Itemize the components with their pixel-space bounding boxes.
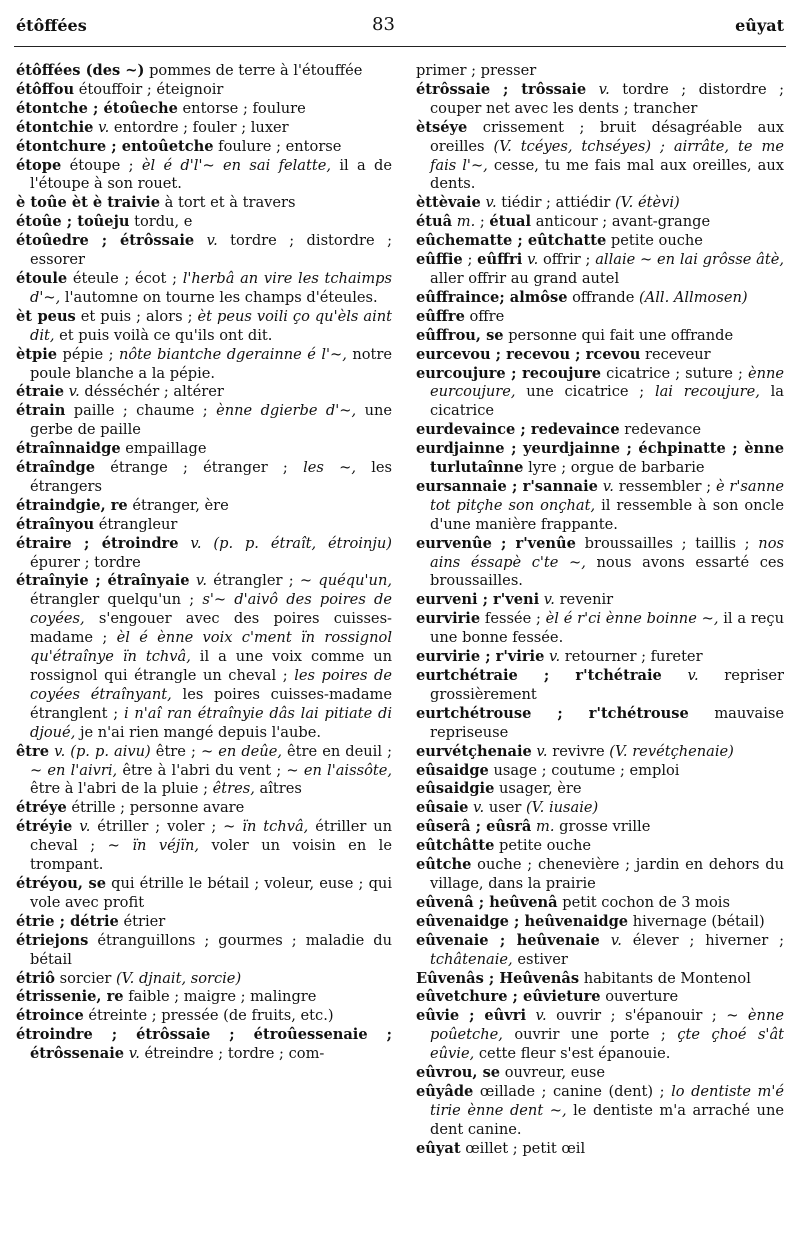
headword: eurdjainne ; yeurdjainne ; échpinatte ; ènne turlutaînne xyxy=(416,440,784,477)
definition-text: usage ; coutume ; emploi xyxy=(488,761,680,779)
definition-text: offrande xyxy=(567,288,639,306)
dictionary-entry xyxy=(16,1007,392,1026)
definition-text: ouvreur, euse xyxy=(500,1064,605,1082)
dictionary-entry xyxy=(416,289,784,308)
definition-text: petite ouche xyxy=(494,837,592,855)
headword: eurvétçhenaie xyxy=(416,742,532,760)
definition-text: être à l'abri de la pluie ; xyxy=(30,780,213,798)
headword: eûffre xyxy=(416,307,465,325)
italic-text: ~ en deûe, xyxy=(200,742,282,760)
dictionary-entry xyxy=(16,402,392,440)
definition-text: sorcier xyxy=(55,969,116,987)
dictionary-entry xyxy=(16,232,392,270)
italic-text: v. xyxy=(206,232,218,250)
definition-text: petit cochon de 3 mois xyxy=(557,893,730,911)
dictionary-entry xyxy=(416,440,784,478)
definition-text: entorse ; foulure xyxy=(177,99,306,117)
headword: eurvirie xyxy=(416,610,481,628)
italic-text: çte çhoé s'ât eûvie, xyxy=(430,1026,785,1063)
definition-text: étriller ; voler ; xyxy=(90,818,224,836)
definition-text: cicatrice ; suture ; xyxy=(601,364,748,382)
headword: étrie ; détrie xyxy=(16,912,119,930)
dictionary-entry xyxy=(416,232,784,251)
definition-text: étouffoir ; éteignoir xyxy=(74,80,224,98)
headword: étual xyxy=(489,213,532,231)
dictionary-entry xyxy=(16,970,392,989)
definition-text: qui étrille le bétail ; voleur, euse ; qui vole avec profit xyxy=(30,874,392,911)
definition-text: à tort et à travers xyxy=(160,194,296,212)
headword: eûsaidge xyxy=(416,761,489,779)
definition-text: crissement ; bruit désagréable aux oreilles xyxy=(430,118,784,155)
definition-text: et puis ; alors ; xyxy=(75,307,198,325)
italic-text: allaie ~ en lai grôsse âtè, xyxy=(595,251,784,269)
definition-text: une cicatrice ; xyxy=(515,383,655,401)
headword: eûyat xyxy=(416,1139,461,1157)
definition-text: anticour ; avant-grange xyxy=(531,213,711,231)
dictionary-entry xyxy=(416,1064,784,1083)
definition-text: pommes de terre à l'étouffée xyxy=(144,62,363,79)
italic-text: v. xyxy=(473,799,485,817)
italic-text: èl é r'ci ènne boinne ~, xyxy=(545,610,719,628)
definition-text: étrier xyxy=(118,912,166,930)
dictionary-entry xyxy=(416,1007,784,1064)
headword: eûyâde xyxy=(416,1082,474,1100)
dictionary-entry xyxy=(416,780,784,799)
definition-text: notre poule blanche a la pépie. xyxy=(30,345,392,382)
headword: ètpie xyxy=(16,345,58,363)
definition-text: ressembler ; xyxy=(613,477,716,495)
dictionary-entry xyxy=(416,932,784,970)
definition-text: receveur xyxy=(640,345,711,363)
dictionary-entry xyxy=(416,837,784,856)
headword: eûffri xyxy=(477,251,523,269)
italic-text: v. xyxy=(602,477,614,495)
italic-text: (V. étèvi) xyxy=(614,194,680,212)
definition-text: cesse, tu me fais mal aux oreilles, aux dents. xyxy=(430,156,784,193)
definition-text: œillade ; canine (dent) ; xyxy=(473,1082,672,1100)
italic-text: v. xyxy=(98,118,110,136)
definition-text: estiver xyxy=(512,950,568,968)
definition-text: le dentiste m'a arraché une dent canine. xyxy=(430,1101,784,1138)
definition-text: tordu, e xyxy=(129,213,193,231)
definition-text: l'automne on tourne les champs d'éteules. xyxy=(60,288,378,306)
dictionary-entry xyxy=(16,440,392,459)
dictionary-entry xyxy=(416,591,784,610)
italic-text: èl é ènne voix c'ment ïn rossignol qu'étraînye ïn tchvâ, xyxy=(30,629,392,666)
italic-text: v. xyxy=(128,1045,140,1063)
definition-text: aîtres xyxy=(254,780,302,798)
definition-text: étreinte ; pressée (de fruits, etc.) xyxy=(83,1007,334,1025)
dictionary-entry xyxy=(416,743,784,762)
definition-text: entordre ; fouler ; luxer xyxy=(109,118,289,136)
headword: étriejons xyxy=(16,931,89,949)
italic-text: è r'sanne tot pitçhe son onçhat, xyxy=(430,477,785,514)
italic-text: ~ en l'aissôte, xyxy=(286,761,392,779)
definition-text: et puis voilà ce qu'ils ont dit. xyxy=(54,326,273,344)
italic-text: nos ains éssapè c'te ~, xyxy=(430,534,784,571)
headword: étontche ; étoûeche xyxy=(16,99,178,117)
dictionary-entry xyxy=(16,1026,392,1064)
italic-text: êtres, xyxy=(212,780,255,798)
headword: étraînyie ; étraînyaie xyxy=(16,572,190,590)
dictionary-entry xyxy=(16,743,392,800)
headword: être xyxy=(16,742,49,760)
italic-text: lo dentiste m'é tirie ènne dent ~, xyxy=(430,1082,785,1119)
dictionary-entry xyxy=(16,157,392,195)
definition-text: aller offrir au grand autel xyxy=(430,269,620,287)
dictionary-entry xyxy=(416,610,784,648)
headword: eûtche xyxy=(416,856,472,874)
headword: eurcevou ; recevou ; rcevou xyxy=(416,345,641,363)
headword: étraîndge xyxy=(16,459,96,477)
header-rule xyxy=(14,46,786,47)
italic-text: v. xyxy=(598,80,610,98)
italic-text: èt peus voili ço qu'èls aint dit, xyxy=(30,307,393,344)
definition-text: repriser grossièrement xyxy=(430,667,785,703)
italic-text: ~ ènne poûetche, xyxy=(430,1007,784,1044)
headword: eûvenâ ; heûvenâ xyxy=(416,893,558,911)
dictionary-entry xyxy=(16,194,392,213)
headword: eûvenaidge ; heûvenaidge xyxy=(416,912,629,930)
italic-text: ènne eurcoujure, xyxy=(430,364,785,401)
dictionary-entry xyxy=(16,516,392,535)
definition-text: offre xyxy=(464,307,505,325)
definition-text: mauvaise repriseuse xyxy=(430,704,784,741)
headword: étroindre ; étrôssaie ; étroûessenaie ; étrôssenaie xyxy=(16,1026,392,1063)
italic-text: v. xyxy=(195,572,207,590)
definition-text: foulure ; entorse xyxy=(213,137,342,155)
dictionary-entry xyxy=(416,535,784,592)
definition-text: œillet ; petit œil xyxy=(460,1139,586,1157)
dictionary-entry xyxy=(416,970,784,989)
headword: eûsaie xyxy=(416,799,469,817)
dictionary-entry xyxy=(416,346,784,365)
italic-text: nôte biantche dgerainne é l'~, xyxy=(118,345,347,363)
definition-text: être en deuil ; xyxy=(281,742,392,760)
headword: èttèvaie xyxy=(416,194,481,212)
definition-text: les étrangers xyxy=(30,459,392,495)
dictionary-entry xyxy=(416,81,784,119)
dictionary-entry xyxy=(416,308,784,327)
dictionary-entry xyxy=(16,383,392,402)
dictionary-entry xyxy=(416,1083,784,1140)
definition-text: étrangler ; xyxy=(206,572,300,590)
italic-text: (V. iusaie) xyxy=(525,799,599,817)
running-head-right: eûyat xyxy=(735,16,784,35)
headword: eurvenûe ; r'venûe xyxy=(416,534,576,552)
dictionary-entry xyxy=(416,478,784,535)
italic-text: les ~, xyxy=(303,459,356,477)
definition-text: redevance xyxy=(619,421,701,439)
definition-text: il a reçu une bonne fessée. xyxy=(430,610,785,647)
headword: étôffou xyxy=(16,80,75,98)
dictionary-entry xyxy=(416,988,784,1007)
italic-text: ~ en l'aivri, xyxy=(30,761,118,779)
headword: étrissenie, re xyxy=(16,988,124,1006)
dictionary-entry xyxy=(416,213,784,232)
headword: étraindgie, re xyxy=(16,496,128,514)
italic-text: les poires de coyées étraînyant, xyxy=(30,667,392,703)
definition-text: habitants de Montenol xyxy=(579,969,751,987)
dictionary-entry xyxy=(416,327,784,346)
italic-text: v. xyxy=(687,667,699,684)
italic-text: (V. tcéyes, tchséyes) ; airrâte, te me fais l'~, xyxy=(430,137,784,174)
headword: étoûe ; toûeju xyxy=(16,213,130,231)
italic-text: ènne dgierbe d'~, xyxy=(216,402,357,420)
definition-text: ouche ; chenevière ; jardin en dehors du village, dans la prairie xyxy=(430,856,784,892)
definition-text: usager, ère xyxy=(494,780,582,798)
dictionary-entry xyxy=(16,100,392,119)
dictionary-entry xyxy=(16,799,392,818)
headword: è toûe èt è traivie xyxy=(16,194,161,212)
headword: eûffrou, se xyxy=(416,326,504,344)
italic-text: v. xyxy=(543,591,555,609)
headword: étraînnaidge xyxy=(16,440,121,458)
definition-text: petite ouche xyxy=(606,232,703,250)
definition-text: la cicatrice xyxy=(430,383,784,420)
headword: étrôssaie ; trôssaie xyxy=(416,80,587,98)
italic-text: v. xyxy=(485,194,497,212)
italic-text: ~ ïn véjïn, xyxy=(107,837,199,855)
definition-text: empaillage xyxy=(120,440,207,458)
headword: étope xyxy=(16,156,62,174)
page-header xyxy=(0,10,800,36)
definition-text: ouvrir une porte ; xyxy=(502,1026,678,1044)
running-head-left: étôffées xyxy=(16,16,87,35)
italic-text: èl é d'l'~ en sai felatte, xyxy=(141,156,331,174)
headword: étraînyou xyxy=(16,515,95,533)
dictionary-entry xyxy=(16,270,392,308)
definition-text: désséchér ; altérer xyxy=(79,383,224,401)
headword: étoûedre ; étrôssaie xyxy=(16,232,195,250)
dictionary-entry xyxy=(16,459,392,497)
headword: eûtchâtte xyxy=(416,837,495,855)
dictionary-entry xyxy=(416,365,784,422)
headword: eûchematte ; eûtchatte xyxy=(416,232,607,250)
headword: étréyou, se xyxy=(16,874,106,892)
headword: ètséye xyxy=(416,118,468,136)
definition-text: ; xyxy=(475,213,490,231)
dictionary-entry xyxy=(16,913,392,932)
dictionary-entry xyxy=(416,818,784,837)
dictionary-entry xyxy=(416,648,784,667)
italic-text: m. xyxy=(536,818,555,836)
italic-text: v. xyxy=(549,648,561,666)
definition-text: une gerbe de paille xyxy=(30,402,393,439)
dictionary-entry xyxy=(416,667,784,705)
headword: eûvie ; eûvri xyxy=(416,1007,526,1025)
definition-text: revenir xyxy=(554,591,614,609)
dictionary-entry xyxy=(16,138,392,157)
italic-text: v. xyxy=(68,383,80,401)
headword: étroince xyxy=(16,1007,84,1025)
definition-text: être à l'abri du vent ; xyxy=(117,761,287,779)
definition-text: lyre ; orgue de barbarie xyxy=(523,459,705,477)
headword: eurdevaince ; redevaince xyxy=(416,421,620,439)
headword: étuâ xyxy=(416,213,453,231)
dictionary-entry xyxy=(16,932,392,970)
dictionary-entry xyxy=(16,308,392,346)
definition-text: revivre xyxy=(547,742,610,760)
dictionary-entry xyxy=(16,818,392,875)
headword: eûffraince; almôse xyxy=(416,288,568,306)
italic-text: v. xyxy=(535,1007,547,1025)
definition-text: broussailles ; taillis ; xyxy=(575,534,759,552)
italic-text: (All. Allmosen) xyxy=(639,288,748,306)
dictionary-entry xyxy=(416,799,784,818)
dictionary-entry xyxy=(416,119,784,195)
definition-text xyxy=(586,81,598,98)
dictionary-entry xyxy=(16,81,392,100)
dictionary-entry xyxy=(16,988,392,1007)
definition-text: étranger, ère xyxy=(127,496,229,514)
definition-text: il a une voix comme un rossignol qui étrangle un cheval ; xyxy=(30,648,392,684)
definition-text xyxy=(179,535,191,552)
headword: eurtchétraie ; r'tchétraie xyxy=(416,667,662,684)
italic-text: lai recoujure, xyxy=(654,383,760,401)
italic-text: v. xyxy=(536,742,548,760)
definition-text: tiédir ; attiédir xyxy=(496,194,615,212)
definition-text: éteule ; écot ; xyxy=(67,269,183,287)
headword: étréyie xyxy=(16,818,73,836)
italic-text: s'~ d'aivô des poires de coyées, xyxy=(30,591,392,628)
headword: eûserâ ; eûsrâ xyxy=(416,818,532,836)
definition-text: ouverture xyxy=(600,988,679,1006)
italic-text: v. xyxy=(610,931,622,949)
headword: eûvrou, se xyxy=(416,1064,501,1082)
definition-text: ouvrir ; s'épanouir ; xyxy=(546,1007,727,1025)
definition-text: étreindre ; tordre ; com- xyxy=(139,1045,325,1063)
definition-text: les poires cuisses-madame étranglent ; xyxy=(30,685,392,722)
definition-text: s'engouer avec des poires cuisses-madame ; xyxy=(30,610,392,647)
dictionary-entry xyxy=(416,62,784,81)
dictionary-entry xyxy=(416,421,784,440)
page-number: 83 xyxy=(372,14,395,35)
headword: eurvirie ; r'virie xyxy=(416,648,545,666)
definition-text: ; xyxy=(462,251,478,269)
definition-text: nous avons essarté ces broussailles. xyxy=(430,553,785,590)
dictionary-entry xyxy=(16,572,392,742)
dictionary-entry xyxy=(16,346,392,384)
definition-text: primer ; presser xyxy=(416,62,537,79)
definition-text: je n'ai rien mangé depuis l'aube. xyxy=(75,723,321,741)
definition-text: étrangler quelqu'un ; xyxy=(30,591,203,609)
italic-text: tchâtenaie, xyxy=(430,950,513,968)
headword: eûvenaie ; heûvenaie xyxy=(416,931,600,949)
definition-text: fessée ; xyxy=(480,610,546,628)
definition-text: hivernage (bétail) xyxy=(628,912,765,930)
headword: étontchure ; entoûetche xyxy=(16,137,214,155)
definition-text xyxy=(194,232,206,249)
dictionary-entry xyxy=(416,894,784,913)
definition-text xyxy=(662,667,688,684)
right-column xyxy=(416,62,784,1159)
definition-text: tordre ; distordre ; couper net avec les dents ; trancher xyxy=(430,80,784,117)
definition-text: étrille ; personne avare xyxy=(66,799,245,817)
definition-text: user xyxy=(484,799,526,817)
definition-text: offrir ; xyxy=(538,251,596,269)
headword: étôffées (des ~) xyxy=(16,62,145,79)
definition-text: cette fleur s'est épanouie. xyxy=(474,1045,671,1063)
definition-text: élever ; hiverner ; xyxy=(621,931,785,949)
dictionary-entry xyxy=(416,705,784,743)
headword: étoule xyxy=(16,269,68,287)
definition-text: personne qui fait une offrande xyxy=(503,326,734,344)
definition-text: grosse vrille xyxy=(554,818,651,836)
definition-text: étranguillons ; gourmes ; maladie du bétail xyxy=(30,931,392,968)
definition-text: pépie ; xyxy=(57,345,119,363)
dictionary-entry xyxy=(16,497,392,516)
dictionary-entry xyxy=(416,251,784,289)
left-column xyxy=(16,62,392,1064)
headword: eûsaidgie xyxy=(416,780,495,798)
headword: étontchie xyxy=(16,118,94,136)
headword: eûffie xyxy=(416,251,463,269)
definition-text: il a de l'étoupe à son rouet. xyxy=(30,156,393,193)
italic-text: ~ ïn tchvâ, xyxy=(223,818,309,836)
headword: étrain xyxy=(16,402,66,420)
italic-text: v. (p. p. étraît, étroinju) xyxy=(190,534,392,552)
dictionary-entry xyxy=(16,535,392,573)
definition-text: étrange ; étranger ; xyxy=(95,459,304,477)
definition-text: épurer ; tordre xyxy=(30,553,141,571)
dictionary-entry xyxy=(16,213,392,232)
headword: étraie xyxy=(16,383,64,401)
italic-text: (V. revétçhenaie) xyxy=(609,742,734,760)
definition-text: étriller un cheval ; xyxy=(30,818,393,855)
dictionary-entry xyxy=(416,856,784,894)
dictionary-entry xyxy=(16,62,392,81)
headword: èt peus xyxy=(16,307,76,325)
italic-text: v. xyxy=(79,818,91,836)
headword: étréye xyxy=(16,799,67,817)
headword: eurveni ; r'veni xyxy=(416,591,540,609)
definition-text: étrangleur xyxy=(94,515,178,533)
headword: eurtchétrouse ; r'tchétrouse xyxy=(416,704,689,722)
italic-text: m. xyxy=(456,213,476,231)
italic-text: v. xyxy=(527,251,539,269)
definition-text: voler un voisin en le trompant. xyxy=(30,837,392,874)
italic-text: (V. djnait, sorcie) xyxy=(115,969,242,987)
italic-text: i n'aî ran étraînyie dâs lai pitiate di djoué, xyxy=(30,704,392,741)
italic-text: v. (p. p. aivu) xyxy=(54,742,151,760)
definition-text: étoupe ; xyxy=(61,156,142,174)
dictionary-entry xyxy=(416,1140,784,1159)
dictionary-entry xyxy=(16,119,392,138)
definition-text: paille ; chaume ; xyxy=(65,402,217,420)
definition-text: il ressemble à son oncle d'une manière frappante. xyxy=(430,496,785,533)
definition-text xyxy=(600,932,611,949)
headword: eursannaie ; r'sannaie xyxy=(416,477,598,495)
dictionary-entry xyxy=(416,913,784,932)
definition-text: tordre ; distordre ; essorer xyxy=(30,232,392,269)
italic-text: l'herbâ an vire les tchaimps d'~, xyxy=(30,269,392,306)
headword: eûvetchure ; eûvieture xyxy=(416,988,601,1006)
headword: étraire ; étroindre xyxy=(16,534,179,552)
headword: étriô xyxy=(16,969,55,987)
dictionary-entry xyxy=(16,875,392,913)
headword: Eûvenâs ; Heûvenâs xyxy=(416,969,580,987)
dictionary-entry xyxy=(416,194,784,213)
headword: eurcoujure ; recoujure xyxy=(416,364,602,382)
definition-text: faible ; maigre ; malingre xyxy=(123,988,317,1006)
italic-text: ~ quéqu'un, xyxy=(299,572,392,590)
definition-text: retourner ; fureter xyxy=(560,648,703,666)
dictionary-entry xyxy=(416,762,784,781)
definition-text: être ; xyxy=(150,742,201,760)
